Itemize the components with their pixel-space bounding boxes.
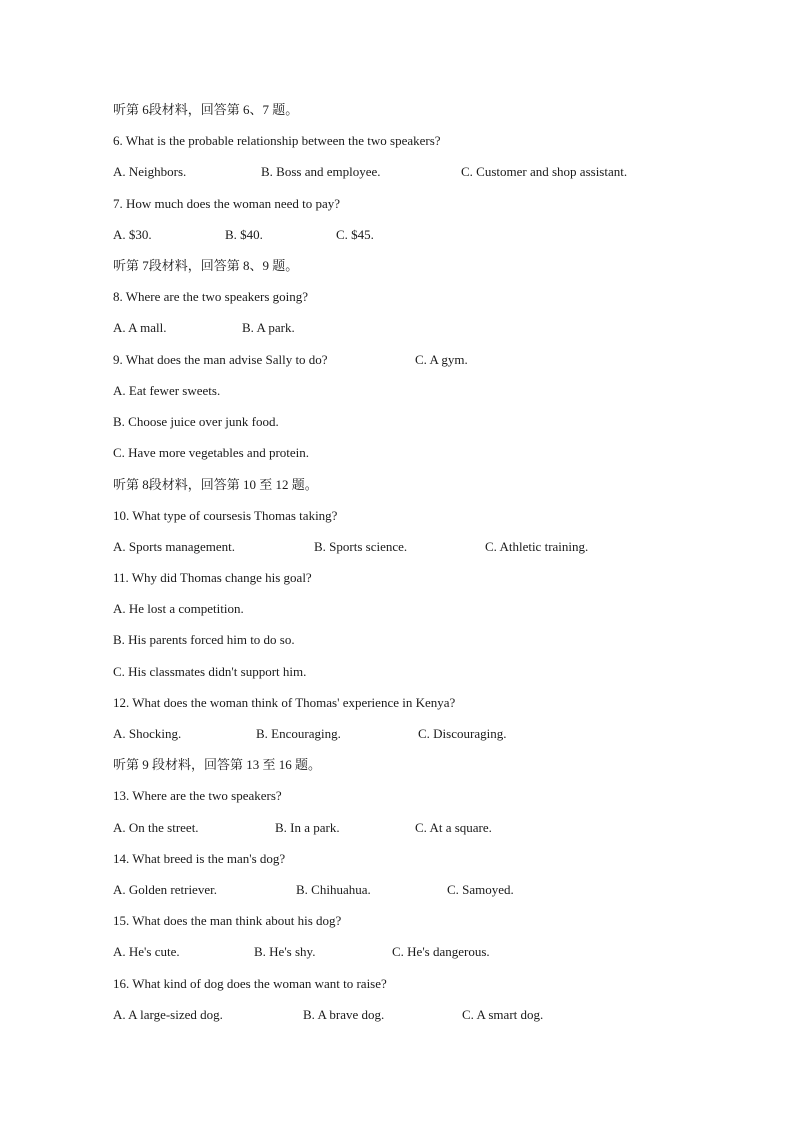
question-10-stem: 10. What type of coursesis Thomas taking? [113,508,338,523]
q7-option-a: A. $30. [113,227,152,242]
q9-option-c: C. Have more vegetables and protein. [113,445,310,460]
section-heading-8: 听第 8段材料，回答第 10 至 12 题。 [113,477,318,492]
q10-option-c: C. Athletic training. [485,539,589,554]
question-10-options [113,537,713,557]
q12-option-a: A. Shocking. [113,726,182,741]
question-16-stem: 16. What kind of dog does the woman want to raise? [113,976,387,991]
question-6-stem: 6. What is the probable relationship between the two speakers? [113,133,441,148]
q15-option-b: B. He's shy. [254,944,316,959]
section-heading-7: 听第 7段材料，回答第 8、9 题。 [113,258,299,273]
q10-option-a: A. Sports management. [113,539,236,554]
q14-option-b: B. Chihuahua. [296,882,371,897]
q15-option-c: C. He's dangerous. [392,944,490,959]
q9-option-b: B. Choose juice over junk food. [113,414,279,429]
q15-option-a: A. He's cute. [113,944,180,959]
q10-option-b: B. Sports science. [314,539,408,554]
question-11-stem: 11. Why did Thomas change his goal? [113,570,312,585]
q12-option-b: B. Encouraging. [256,726,341,741]
q6-option-a: A. Neighbors. [113,164,187,179]
question-16-options [113,1005,713,1025]
question-13-options [113,818,713,838]
q14-option-a: A. Golden retriever. [113,882,217,897]
question-9-stem: 9. What does the man advise Sally to do? [113,352,328,367]
question-15-stem: 15. What does the man think about his dog? [113,913,342,928]
q13-option-b: B. In a park. [275,820,340,835]
q16-option-c: C. A smart dog. [462,1007,544,1022]
question-15-options [113,942,713,962]
q7-option-c: C. $45. [336,227,374,242]
q13-option-a: A. On the street. [113,820,199,835]
question-13-stem: 13. Where are the two speakers? [113,788,282,803]
section-heading-6: 听第 6段材料，回答第 6、7 题。 [113,102,299,117]
q8-option-b: B. A park. [242,320,295,335]
q16-option-a: A. A large-sized dog. [113,1007,223,1022]
q6-option-c: C. Customer and shop assistant. [461,164,628,179]
question-9-stem-row [113,350,713,370]
question-12-stem: 12. What does the woman think of Thomas' experience in Kenya? [113,695,456,710]
q9-option-a: A. Eat fewer sweets. [113,383,221,398]
q6-option-b: B. Boss and employee. [261,164,381,179]
q12-option-c: C. Discouraging. [418,726,507,741]
q11-option-b: B. His parents forced him to do so. [113,632,295,647]
question-14-stem: 14. What breed is the man's dog? [113,851,286,866]
q11-option-a: A. He lost a competition. [113,601,244,616]
question-14-options [113,880,713,900]
question-12-options [113,724,713,744]
question-8-stem: 8. Where are the two speakers going? [113,289,309,304]
q8-option-c: C. A gym. [415,352,468,367]
q16-option-b: B. A brave dog. [303,1007,385,1022]
question-7-options [113,225,713,245]
q8-option-a: A. A mall. [113,320,167,335]
q11-option-c: C. His classmates didn't support him. [113,664,307,679]
q13-option-c: C. At a square. [415,820,492,835]
question-6-options [113,162,713,182]
question-7-stem: 7. How much does the woman need to pay? [113,196,341,211]
q14-option-c: C. Samoyed. [447,882,514,897]
q7-option-b: B. $40. [225,227,263,242]
section-heading-9: 听第 9 段材料，回答第 13 至 16 题。 [113,757,322,772]
question-8-options [113,318,713,338]
